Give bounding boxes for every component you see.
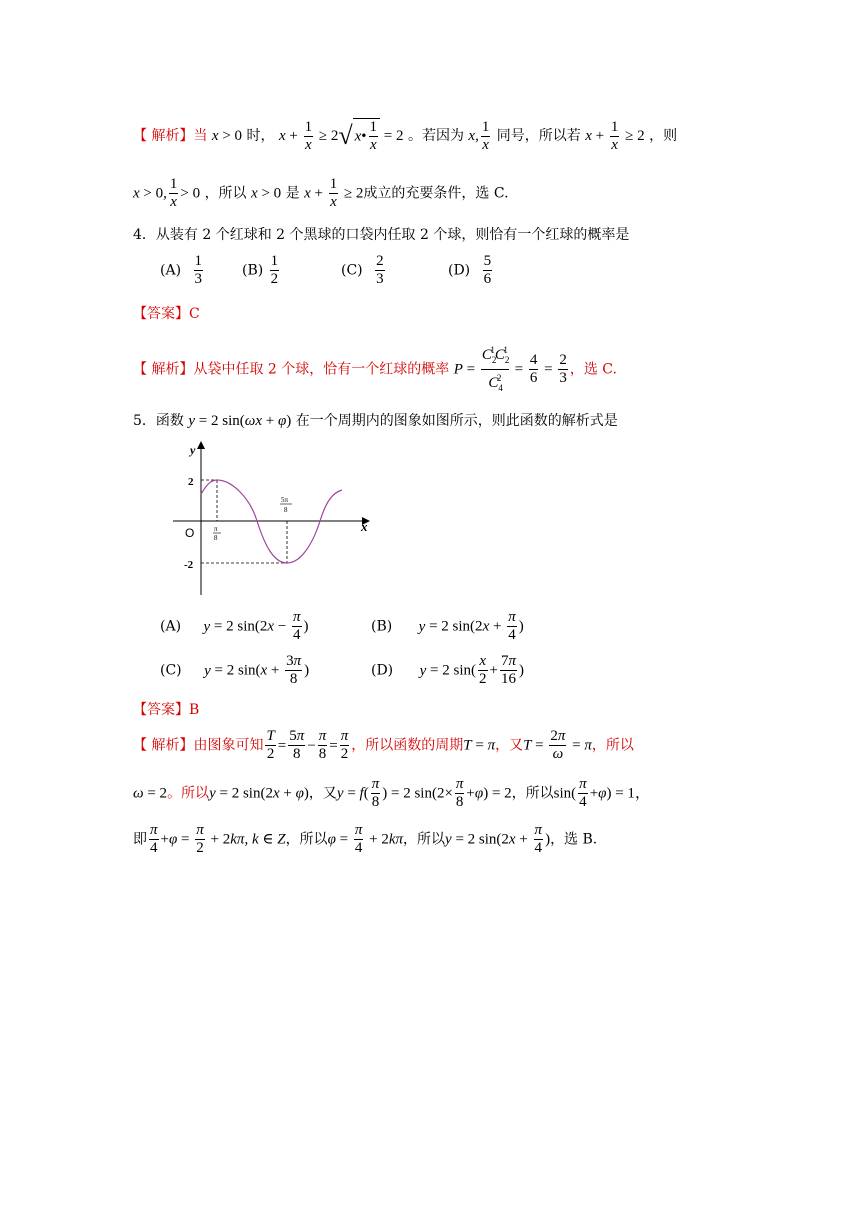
- svg-text:8: 8: [284, 506, 288, 514]
- y-axis-label: y: [190, 443, 196, 457]
- analysis-bracket: 【: [133, 128, 147, 144]
- q4-stem: 4．从装有 2 个红球和 2 个黑球的口袋内任取 2 个球，则恰有一个红球的概率是: [133, 227, 630, 243]
- q3-analysis-line1: 【 解析】当 x > 0 时， x + $\frac{1}{x}$ ≥ 2√ x• $\frac{1}{x}$ = 2 。若因为 x, $\frac{1}{x}$ 同号，所以若 x + $\frac{1}{x}$ ≥ 2 ，则: [133, 118, 678, 153]
- q4-option-c: (C) $\frac{2}{3}$: [341, 253, 384, 287]
- q5-option-a: (A) y = 2 sin(2x − $\frac{\pi}{4}$ ): [160, 609, 309, 643]
- q4-option-a: (A) $\frac{1}{3}$: [160, 253, 202, 287]
- tick-pi-over-8: [213, 525, 221, 542]
- q4-option-b: (B) $\frac{1}{2}$: [242, 253, 279, 287]
- svg-text:5π: 5π: [281, 496, 289, 504]
- max-label: 2: [188, 476, 194, 488]
- q3-text: 成立的充要条件，选 C.: [363, 185, 509, 202]
- q4-answer: 【答案】C: [133, 306, 200, 322]
- origin-label: O: [185, 526, 195, 540]
- svg-text:8: 8: [214, 534, 218, 542]
- tick-5pi-over-8: [280, 496, 292, 514]
- q5-option-d: (D) y = 2 sin( $\frac{x}{2}$ + $\frac{7\pi}{16}$ ): [371, 653, 524, 687]
- min-label: -2: [184, 559, 194, 571]
- analysis-label: 解析】当: [151, 128, 208, 144]
- q5-option-b: (B) y = 2 sin(2x + $\frac{\pi}{4}$ ): [371, 609, 524, 643]
- q5-stem: 5．函数 y = 2 sin(ωx + φ) 在一个周期内的图象如图所示，则此函数的解析式是: [133, 413, 618, 429]
- q5-analysis-line2: ω = 2。所以y = 2 sin(2x + φ)，又y = f( $\frac{\pi}{8}$ ) = 2 sin(2× $\frac{\pi}{8}$ +φ) = 2，所以sin( $\frac{\pi}{4}$ +φ) = 1，: [133, 776, 650, 810]
- q3-text: 。若因为: [407, 128, 464, 144]
- svg-text:π: π: [214, 525, 218, 533]
- q5-analysis-line1: 【 解析】由图象可知 $\frac{T}{2}$ = $\frac{5\pi}{8}$ − $\frac{\pi}{8}$ = $\frac{\pi}{2}$ ，所以函数的周期T = π，又T = $\frac{2\pi}{\omega}$ = π，所以: [133, 728, 634, 762]
- x-axis-label: x: [361, 519, 368, 534]
- q3-text: 时，: [246, 128, 275, 144]
- q3-analysis-line2: x > 0, $\frac{1}{x}$ > 0 ，所以 x > 0 是 x + $\frac{1}{x}$ ≥ 2成立的充要条件，选 C.: [133, 176, 509, 210]
- q3-text: 同号，所以若: [496, 128, 581, 144]
- q5-answer: 【答案】B: [133, 702, 200, 718]
- q3-text: ，则: [649, 128, 678, 144]
- sine-graph: [170, 438, 390, 598]
- q3-text: ，所以: [204, 185, 247, 202]
- q5-option-c: (C) y = 2 sin(x + $\frac{3\pi}{8}$ ): [160, 653, 310, 687]
- q4-analysis: 【 解析】从袋中任取 2 个球，恰有一个红球的概率 P = $\frac{C_2^1C_2^1}{C_4^2}$ = $\frac{4}{6}$ = $\frac{2}{3}$ ，选 C.: [133, 342, 617, 397]
- q4-option-d: (D) $\frac{5}{6}$: [448, 253, 492, 287]
- q5-analysis-line3: 即 $\frac{\pi}{4}$ +φ = $\frac{\pi}{2}$ + 2kπ, k ∈ Z，所以φ = $\frac{\pi}{4}$ + 2kπ，所以y = 2 sin(2x + $\frac{\pi}{4}$ )，选 B.: [133, 822, 598, 856]
- q3-text: 是: [285, 185, 300, 202]
- y-axis-arrow-icon: [197, 441, 205, 449]
